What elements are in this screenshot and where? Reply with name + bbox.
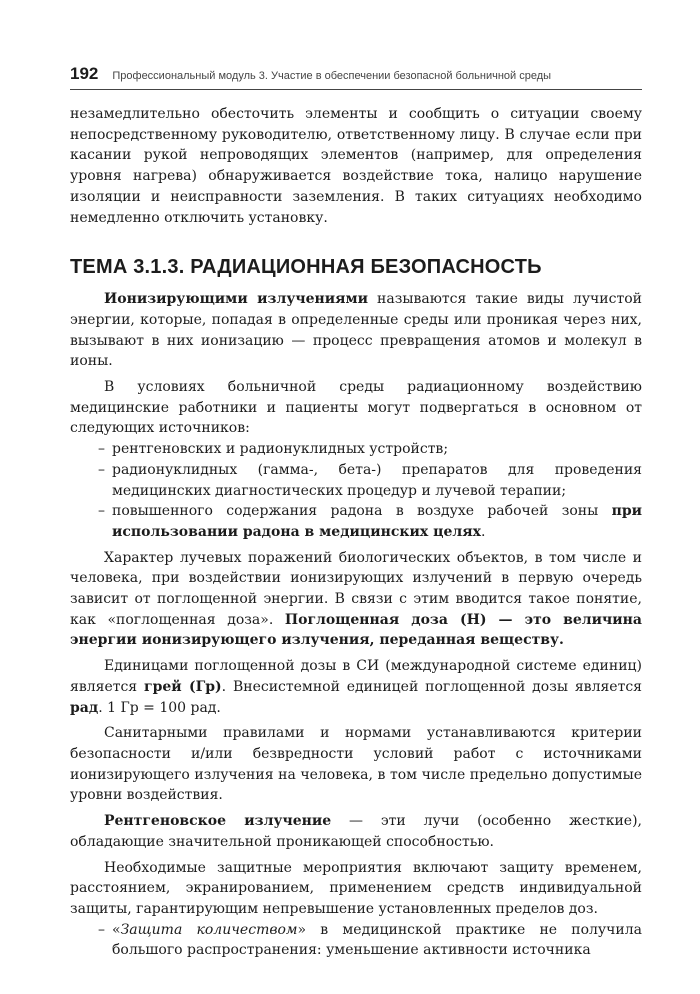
list-item-bold: при использовании радона в медицинских целях (112, 503, 642, 540)
paragraph-xray (70, 811, 642, 852)
list-item (70, 920, 642, 961)
paragraph-text: Единицами поглощенной дозы в СИ (международной системе единиц) является (70, 658, 642, 695)
paragraph-text: Характер лучевых поражений биологических объектов, в том числе и человека, при воздействии ионизирующих излучений в первую очередь зависит от поглощенной энергии. В связи с этим вводится такое понятие, как «поглощенная доза». (70, 549, 642, 628)
paragraph-text: — эти лучи (особенно жесткие), обладающие значительной проникающей способностью. (70, 813, 642, 850)
paragraph-sources: В условиях больничной среды радиационному воздействию медицинские работники и пациенты могут подвергаться в основном от следующих источников: (70, 379, 642, 437)
list-item-text: » в медицинской практике не получила большого распространения: уменьшение активности источника (112, 921, 642, 959)
definition-absorbed-dose: Поглощенная доза (Н) — это величина энергии ионизирующего излучения, переданная веществу. (70, 611, 642, 649)
paragraph-ionizing (70, 289, 642, 372)
intro-paragraph: незамедлительно обесточить элементы и сообщить о ситуации своему непосредственному руководителю, ответственному лицу. В случае если при касании рукой непроводящих элементов (например, для определения уровня нагрева) обнаруживается воздействие тока, налицо нарушение изоляции и неисправности заземления. В таких ситуациях необходимо немедленно отключить установку. (70, 106, 642, 226)
quote-open: « (112, 921, 121, 938)
paragraph-units (70, 656, 642, 718)
paragraph-text: . 1 Гр = 100 рад. (98, 699, 221, 716)
paragraph-absorbed-dose (70, 548, 642, 652)
unit-rad: рад (70, 699, 99, 716)
page-header (70, 64, 642, 90)
list-item-text: повышенного содержания радона в воздухе рабочей зоны (112, 503, 612, 520)
list-item-end: . (480, 523, 486, 540)
term-quantity-protection: Защита количеством (120, 921, 298, 938)
section-title: ТЕМА 3.1.3. РАДИАЦИОННАЯ БЕЗОПАСНОСТЬ (70, 256, 542, 279)
list-item: – рентгеновских и радионуклидных устройств; (70, 439, 642, 460)
running-title: Профессиональный модуль 3. Участие в обеспечении безопасной больничной среды (112, 70, 552, 82)
paragraph-text: называются такие виды лучистой энергии, которые, попадая в определенные среды или проникая через них, вызывают в них ионизацию — процесс превращения атомов и молекул в ионы. (70, 291, 642, 370)
list-item (70, 501, 642, 542)
page-body (70, 104, 642, 961)
paragraph-protection: Необходимые защитные мероприятия включают защиту временем, расстоянием, экранированием, применением средств индивидуальной защиты, гарантирующим непревышение установленных пределов доз. (70, 859, 642, 917)
unit-gray: грей (Гр) (144, 678, 222, 695)
list-item: – радионуклидных (гамма-, бета-) препаратов для проведения медицинских диагностических процедур и лучевой терапии; (70, 460, 642, 501)
term-ionizing: Ионизирующими излучениями (104, 291, 368, 308)
page-number: 192 (70, 64, 99, 83)
paragraph-text: . Внесистемной единицей поглощенной дозы является (221, 678, 642, 695)
paragraph-sanitary-rules: Санитарными правилами и нормами устанавливаются критерии безопасности и/или безвредности условий работ с источниками ионизирующего излучения на человека, в том числе предельно допустимые уровни воздействия. (70, 725, 642, 804)
term-xray: Рентгеновское излучение (104, 813, 332, 830)
